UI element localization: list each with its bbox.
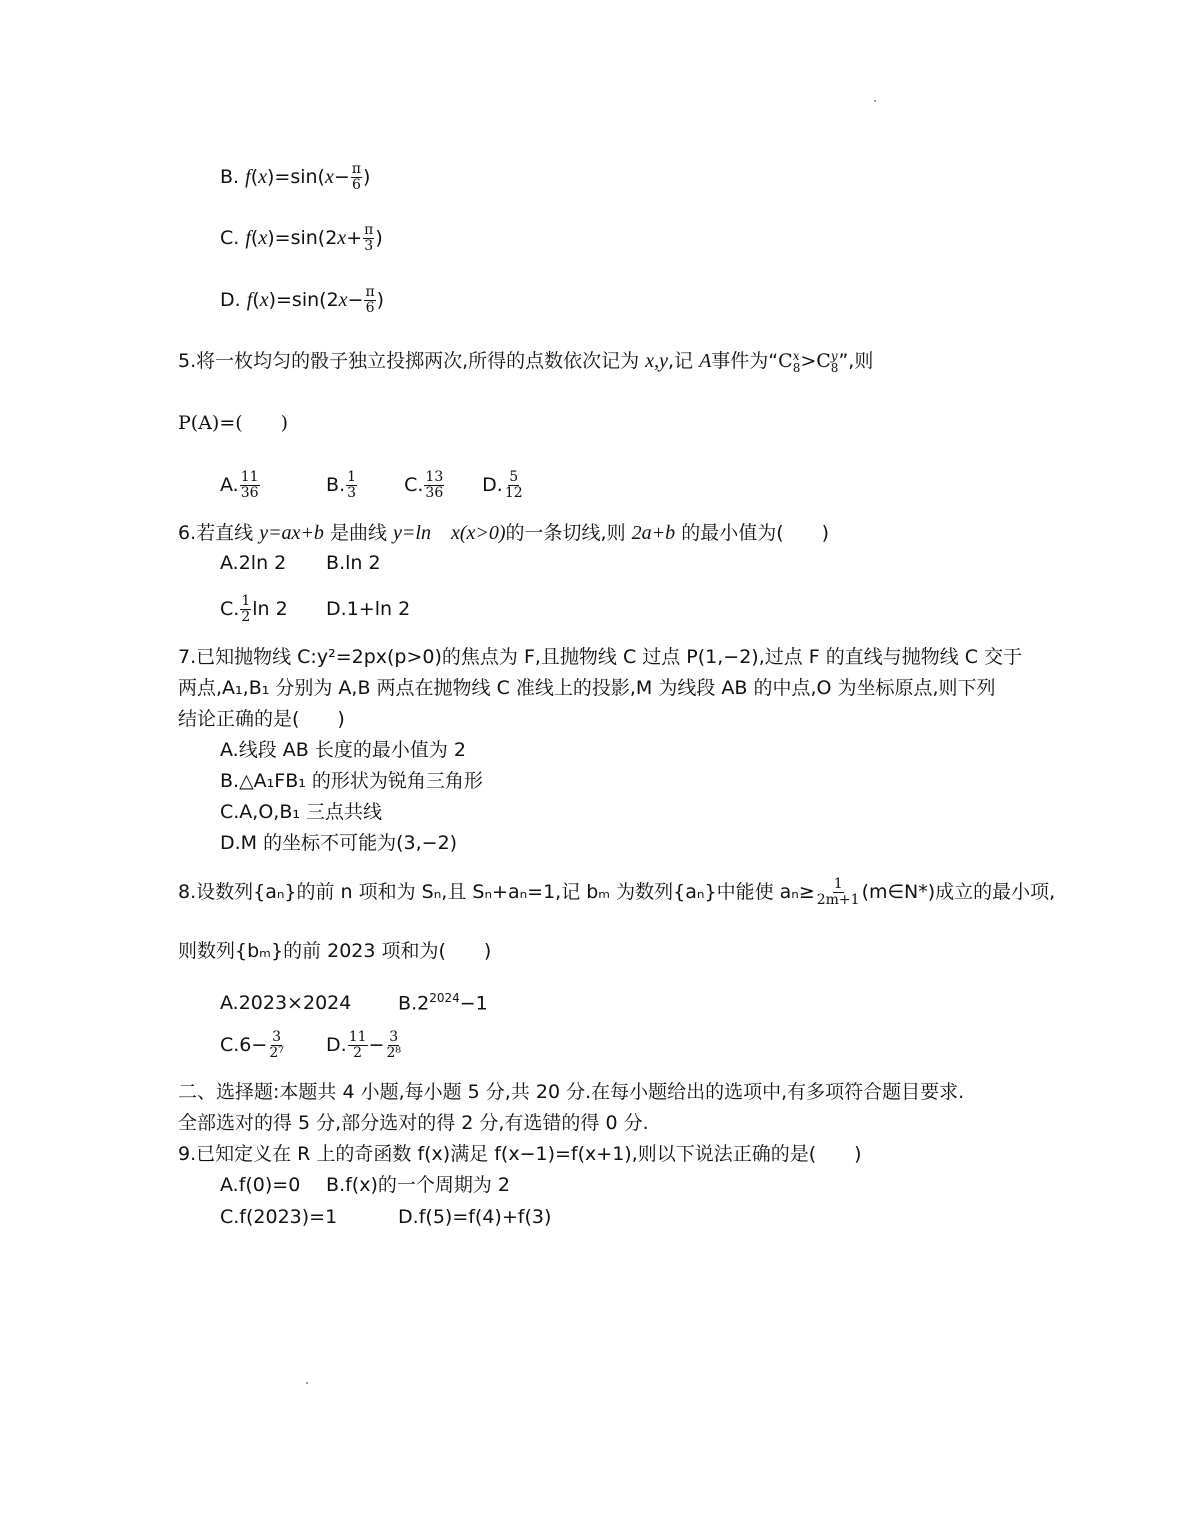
fraction (816, 877, 861, 908)
variable: x (338, 289, 348, 311)
numerator: 3 (272, 1029, 282, 1045)
section2-instructions-line1: 二、选择题:本题共 4 小题,每小题 5 分,共 20 分.在每小题给出的选项中,有多项符合题目要求. (178, 1081, 965, 1103)
variables: x,y (645, 350, 668, 372)
operator: − (368, 1034, 385, 1056)
fraction (268, 1030, 285, 1061)
paren: ) (363, 166, 371, 188)
denominator: 2⁸ (386, 1045, 401, 1061)
combination-expression: C x 8 >C y 8 (778, 349, 839, 375)
q7-stem-line3: 结论正确的是( ) (178, 708, 345, 730)
q4-option-b: B. f(x)=sin(x− $\frac{\pi}{6}$ ) (220, 161, 371, 193)
q5-option-c (404, 470, 476, 501)
question-text: 8.设数列{aₙ}的前 n 项和为 Sₙ,且 Sₙ+aₙ=1,记 bₘ 为数列{aₙ}中能使 aₙ≥ (178, 881, 815, 903)
question-text: ”,则 (838, 350, 874, 372)
option-label: D. (220, 289, 241, 311)
variable: x (324, 166, 334, 188)
event-name: A (699, 350, 712, 372)
fraction (424, 470, 444, 501)
q8-stem-line2: 则数列{bₘ}的前 2023 项和为( ) (178, 940, 492, 962)
function-name: f (245, 227, 251, 249)
numerator: π (364, 222, 374, 238)
q5-option-a (220, 470, 320, 501)
denominator: 3 (364, 238, 374, 254)
q9-options-row1 (220, 1173, 510, 1197)
q8-option-c (220, 1030, 320, 1061)
fraction (504, 470, 524, 501)
section2-instructions-line2: 全部选对的得 5 分,部分选对的得 2 分,有选错的得 0 分. (178, 1112, 649, 1134)
variable: x (259, 289, 269, 311)
q8-options-row2 (220, 1030, 403, 1061)
subscript: 8 (792, 361, 801, 375)
question-text: 的一条切线,则 (505, 522, 626, 544)
question-text: 是曲线 (329, 522, 387, 544)
denominator: 2⁷ (269, 1045, 284, 1061)
q7-option-a: A.线段 AB 长度的最小值为 2 (220, 739, 466, 761)
fraction (240, 594, 251, 625)
operator: > (800, 350, 817, 372)
q7-option-b: B.△A₁FB₁ 的形状为锐角三角形 (220, 770, 483, 792)
exponent: 2024 (429, 991, 460, 1005)
numerator: 11 (240, 469, 259, 485)
q5-options (220, 470, 525, 501)
q7-option-c: C.A,O,B₁ 三点共线 (220, 801, 383, 823)
numerator: π (365, 284, 375, 300)
q8-stem-line1 (178, 877, 1055, 908)
denominator: 2m+1 (816, 892, 860, 908)
function-name: f (246, 289, 253, 311)
fraction (364, 285, 375, 316)
superscript: y (830, 349, 838, 363)
option-label: D. (326, 1034, 347, 1056)
denominator: 6 (365, 300, 375, 316)
denominator: 36 (240, 485, 259, 501)
question-text: 5.将一枚均匀的骰子独立投掷两次,所得的点数依次记为 (178, 350, 640, 372)
denominator: 2 (241, 609, 251, 625)
numerator: π (351, 161, 361, 177)
q4-option-c: C. f(x)=sin(2x+ $\frac{\pi}{3}$ ) (220, 222, 383, 254)
question-text: 的最小值为( ) (681, 522, 830, 544)
q6-option-a: A.2ln 2 (220, 552, 287, 574)
denominator: 36 (425, 485, 444, 501)
q8-option-b (398, 986, 488, 1015)
q6-options-row1 (220, 551, 381, 575)
q5-option-b (326, 470, 398, 501)
denominator: 2 (353, 1045, 363, 1061)
numerator: 1 (833, 876, 843, 892)
q6-option-b: B.ln 2 (326, 552, 381, 574)
option-label: B. (326, 474, 346, 496)
target-expression: 2a+b (631, 522, 676, 544)
q5-probability (178, 411, 288, 435)
q6-option-c (220, 594, 320, 625)
curve-equation: y=ln x(x>0) (393, 522, 506, 544)
q9-stem: 9.已知定义在 R 上的奇函数 f(x)满足 f(x−1)=f(x+1),则以下说法正确的是( ) (178, 1143, 862, 1165)
question-text: P(A)=( ) (178, 412, 289, 434)
q9-option-b: B.f(x)的一个周期为 2 (326, 1174, 511, 1196)
paren: ) (376, 289, 385, 311)
q9-option-a: A.f(0)=0 (220, 1174, 301, 1196)
q9-option-d: D.f(5)=f(4)+f(3) (398, 1206, 552, 1228)
variable: x (258, 166, 267, 188)
question-text: (m∈N*)成立的最小项, (861, 881, 1056, 903)
q7-stem-line1: 7.已知抛物线 C:y²=2px(p>0)的焦点为 F,且抛物线 C 过点 P(1,−2),过点 F 的直线与抛物线 C 交于 (178, 646, 1023, 668)
speck-bottom (306, 1382, 308, 1384)
numerator: 1 (347, 469, 357, 485)
q8-option-d (326, 1030, 403, 1061)
fraction (385, 1030, 402, 1061)
denominator: 12 (504, 485, 523, 501)
fraction (348, 1030, 368, 1061)
numerator: 3 (389, 1029, 399, 1045)
fraction (363, 223, 374, 254)
q7-option-d: D.M 的坐标不可能为(3,−2) (220, 832, 458, 854)
q8-option-a: A.2023×2024 (220, 992, 352, 1015)
option-label: B. (220, 166, 240, 188)
expression: =sin( (274, 166, 325, 188)
operator: − (347, 289, 364, 311)
expression: ln 2 (252, 598, 288, 620)
line-equation: y=ax+b (259, 522, 324, 544)
function-name: f (245, 166, 251, 188)
q9-option-c: C.f(2023)=1 (220, 1206, 338, 1228)
expression: −1 (459, 992, 488, 1015)
option-label: D. (482, 474, 503, 496)
fraction (346, 470, 357, 501)
option-label: A. (220, 474, 239, 496)
q8-options-row1 (220, 986, 488, 1015)
numerator: 5 (509, 469, 519, 485)
option-label: C. (404, 474, 424, 496)
q9-options-row2 (220, 1205, 551, 1229)
question-text: 事件为“ (711, 350, 779, 372)
subscript: 8 (830, 361, 839, 375)
numerator: 1 (241, 593, 251, 609)
question-text: 6.若直线 (178, 522, 254, 544)
q6-options-row2 (220, 594, 410, 625)
variable: x (258, 227, 268, 249)
operator: + (346, 227, 363, 249)
numerator: 11 (348, 1029, 367, 1045)
q5-stem (178, 349, 873, 374)
variable: x (337, 227, 347, 249)
fraction (240, 470, 260, 501)
expression: =sin(2 (274, 227, 338, 249)
q6-option-d: D.1+ln 2 (326, 598, 411, 620)
q5-option-d (482, 470, 525, 501)
superscript: x (792, 349, 800, 363)
option-label: C. (220, 598, 240, 620)
denominator: 3 (347, 485, 357, 501)
q6-stem (178, 521, 829, 545)
expression: =sin(2 (276, 289, 339, 311)
operator: − (333, 166, 350, 188)
question-text: ,记 (667, 350, 694, 372)
expression: B.2 (398, 992, 430, 1015)
numerator: 13 (425, 469, 444, 485)
paren: ) (375, 227, 383, 249)
expression: C.6− (220, 1034, 268, 1056)
q7-stem-line2: 两点,A₁,B₁ 分别为 A,B 两点在抛物线 C 准线上的投影,M 为线段 AB 的中点,O 为坐标原点,则下列 (178, 677, 996, 699)
denominator: 6 (351, 177, 361, 193)
speck-top (874, 100, 876, 102)
option-label: C. (220, 227, 240, 249)
fraction (351, 162, 362, 193)
q4-option-d: D. f(x)=sin(2x− $\frac{\pi}{6}$ ) (220, 284, 385, 316)
